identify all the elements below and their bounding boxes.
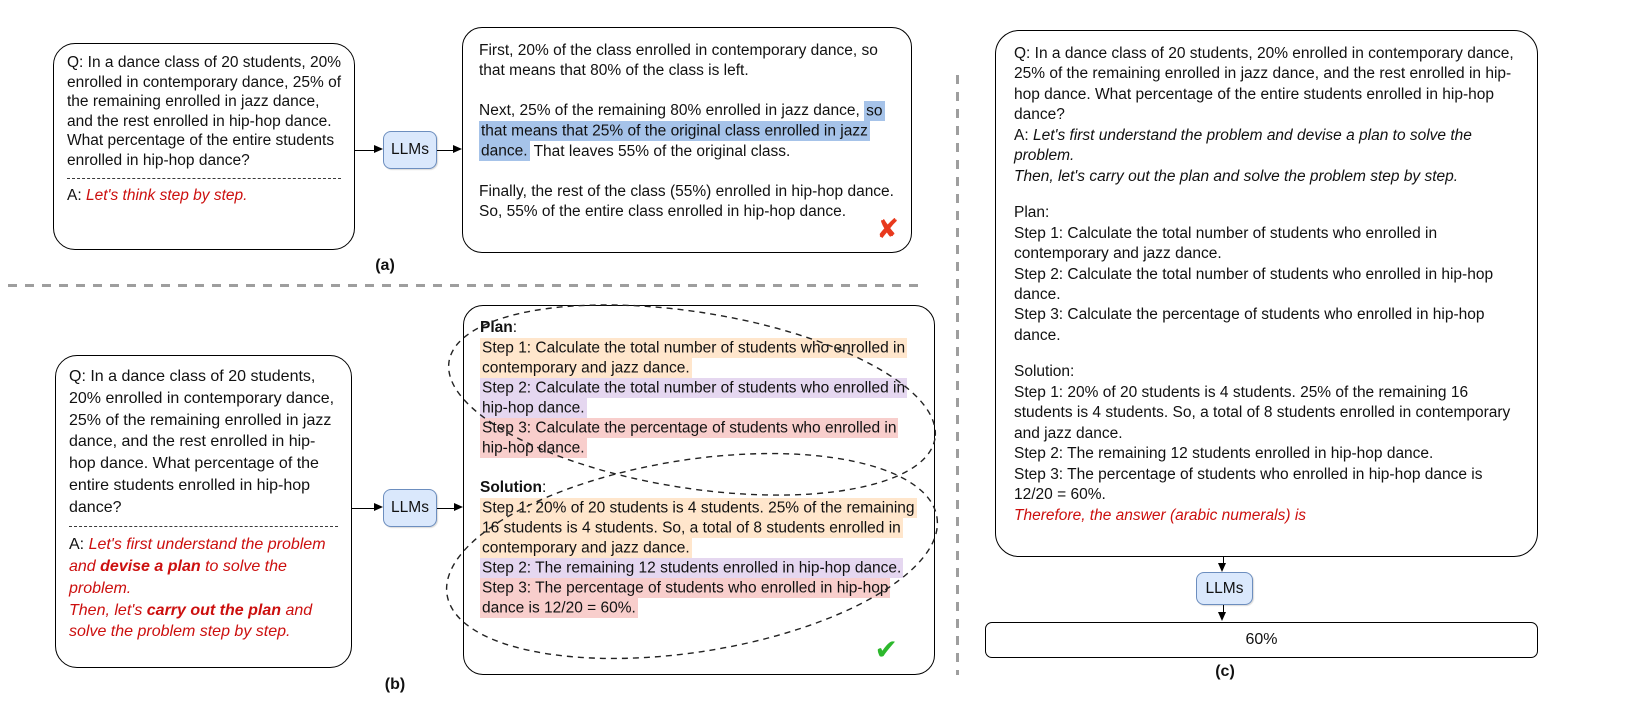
arrow-a-llms-to-output <box>437 150 453 151</box>
plan-step-1-text: Step 1: Calculate the total number of students who enrolled in contemporary and jazz dance. <box>482 339 906 377</box>
solution-heading-colon: : <box>542 478 547 496</box>
solution-heading: Solution <box>480 478 542 496</box>
paragraph-2-plain-end: That leaves 55% of the original class. <box>529 142 791 160</box>
panel-c-final-trigger: Therefore, the answer (arabic numerals) is <box>1014 506 1307 524</box>
panel-b-question-box <box>55 355 352 668</box>
plan-heading-colon: : <box>512 319 518 336</box>
panel-c-llms-box <box>1196 572 1253 605</box>
trigger-2-start: Then, let's <box>69 601 147 619</box>
panel-a-answer-line <box>67 186 341 206</box>
answer-label: A: <box>1014 126 1033 144</box>
panel-a-label: (a) <box>375 257 395 274</box>
solution-step-2-text: Step 2: The remaining 12 students enrolled in hip-hop dance. <box>482 559 902 577</box>
panel-c-answer-line-1 <box>1014 126 1519 167</box>
plan-step-2 <box>480 378 918 418</box>
trigger-1-bold: devise a plan <box>100 558 201 575</box>
panel-a-output-paragraph-1: First, 20% of the class enrolled in contemporary dance, so that means that 80% of the class is left. <box>479 42 878 80</box>
panel-a-question-box <box>53 43 355 250</box>
panel-c-plan-heading: Plan: <box>1014 204 1050 222</box>
plan-step-3-text: Step 3: Calculate the percentage of students who enrolled in hip-hop dance. <box>482 419 897 457</box>
llms-label: LLMs <box>391 499 429 516</box>
trigger-1-end: to solve the problem. <box>69 558 287 597</box>
plan-heading-line <box>480 318 918 338</box>
plan-step-3 <box>480 419 918 459</box>
panel-c-solution-step-3: Step 3: The percentage of students who enrolled in hip-hop dance is 12/20 = 60%. <box>1014 465 1483 504</box>
panel-b-answer-line-1 <box>69 534 338 599</box>
panel-c-label: (c) <box>1215 663 1235 680</box>
panel-c-question-text: Q: In a dance class of 20 students, 20% enrolled in contemporary dance, 25% of the remaining enrolled in jazz dance, and the rest enrolled in hip-hop dance. What percentage of the entire students enrolled in hip-hop dance? <box>1014 45 1514 124</box>
trigger-line-1: Let's first understand the problem and devise a plan to solve the problem. <box>1014 126 1472 165</box>
panel-b-answer-line-2 <box>69 600 338 644</box>
question-answer-divider <box>67 178 341 179</box>
question-answer-divider <box>69 526 338 527</box>
arrow-c-llms-to-answer <box>1223 605 1224 612</box>
panel-b-label: (b) <box>384 676 406 693</box>
panel-c-plan-step-2: Step 2: Calculate the total number of students who enrolled in hip-hop dance. <box>1014 265 1494 303</box>
panel-b-question-text: Q: In a dance class of 20 students, 20% enrolled in contemporary dance, 25% of the remaining enrolled in jazz dance, and the rest enrolled in hip-hop dance. What percentage of the entire students enrolled in hip-hop dance? <box>69 368 335 516</box>
arrow-c-prompt-to-llms <box>1223 556 1224 563</box>
llms-label: LLMs <box>391 141 429 158</box>
paragraph-2-blue-highlight: so that means that 25% of the original class enrolled in jazz dance. <box>481 102 883 160</box>
panel-c-answer-box <box>985 622 1538 658</box>
solution-heading-line <box>480 478 918 498</box>
trigger-2-end: and solve the problem step by step. <box>69 601 313 641</box>
vertical-dashed-divider <box>956 75 959 675</box>
answer-label: A: <box>69 536 89 554</box>
plan-step-1 <box>480 338 918 378</box>
panel-c-solution-step-1: Step 1: 20% of 20 students is 4 students. 25% of the remaining 16 students is 4 students. So, a total of 8 students enrolled in contemporary and jazz dance. <box>1014 383 1511 442</box>
panel-a-output-paragraph-2 <box>479 101 895 161</box>
panel-c-prompt-box <box>995 30 1538 557</box>
wrong-answer-icon: ✘ <box>876 214 899 244</box>
answer-label: A: <box>67 187 86 205</box>
solution-step-3 <box>480 579 918 619</box>
panel-a-llms-box <box>383 131 437 169</box>
final-answer-text: 60% <box>1245 631 1278 648</box>
paragraph-2-plain-start: Next, 25% of the remaining 80% enrolled in jazz dance, <box>479 102 865 120</box>
panel-c-solution-heading: Solution: <box>1014 363 1075 381</box>
correct-answer-icon: ✔ <box>874 634 898 665</box>
arrow-a-question-to-llms <box>355 150 374 151</box>
trigger-1-start: Let's first understand the problem and <box>69 536 326 575</box>
panel-c-plan-step-3: Step 3: Calculate the percentage of students who enrolled in hip-hop dance. <box>1014 306 1485 344</box>
spacer <box>1014 187 1519 203</box>
panel-a-question-text: Q: In a dance class of 20 students, 20% enrolled in contemporary dance, 25% of the remaining enrolled in jazz dance, and the rest enrolled in hip-hop dance. What percentage of the entire students enrolled in hip-hop dance? <box>67 54 341 169</box>
panel-a-output-paragraph-3: Finally, the rest of the class (55%) enrolled in hip-hop dance. So, 55% of the entire class enrolled in hip-hop dance. <box>479 182 894 220</box>
plan-step-2-text: Step 2: Calculate the total number of students who enrolled in hip-hop dance. <box>482 379 906 417</box>
solution-step-1-text: Step 1: 20% of 20 students is 4 students. 25% of the remaining 16 students is 4 students. So, a total of 8 students enrolled in contemporary and jazz dance. <box>482 499 915 557</box>
spacer <box>480 459 918 478</box>
spacer <box>1014 346 1519 362</box>
panel-a-output-box <box>462 27 912 253</box>
solution-step-3-text: Step 3: The percentage of students who enrolled in hip-hop dance is 12/20 = 60%. <box>482 579 889 617</box>
arrow-b-question-to-llms <box>352 508 374 509</box>
trigger-2-bold: carry out the plan <box>146 601 282 619</box>
arrow-b-llms-to-output <box>437 508 454 509</box>
panel-b-output-box <box>463 305 935 675</box>
panel-a-trigger-text: Let's think step by step. <box>85 187 248 205</box>
panel-b-llms-box <box>383 489 437 527</box>
panel-c-plan-step-1: Step 1: Calculate the total number of students who enrolled in contemporary and jazz dance. <box>1014 224 1438 263</box>
solution-step-1 <box>480 498 918 558</box>
horizontal-dashed-divider <box>8 284 920 287</box>
solution-step-2 <box>480 559 918 579</box>
plan-heading: Plan <box>480 319 513 336</box>
trigger-line-2: Then, let's carry out the plan and solve the problem step by step. <box>1014 167 1459 185</box>
llms-label: LLMs <box>1205 579 1244 597</box>
panel-c-solution-step-2: Step 2: The remaining 12 students enrolled in hip-hop dance. <box>1014 445 1434 463</box>
